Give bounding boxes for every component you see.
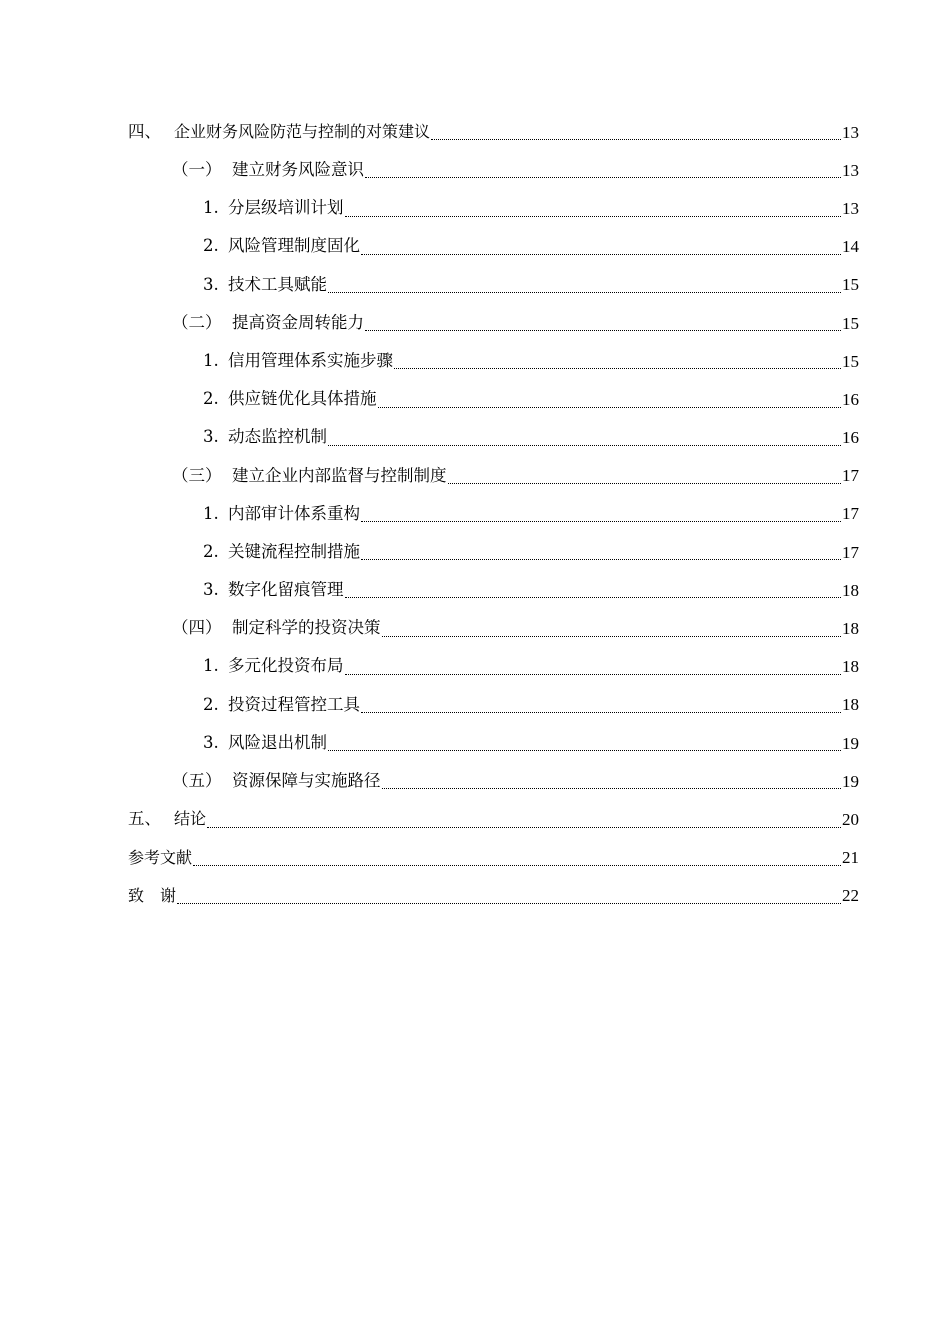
toc-page-number: 19 [842, 733, 859, 753]
toc-dot-leader [345, 216, 842, 217]
toc-entry-number: 3. [203, 580, 219, 600]
toc-dot-leader [345, 597, 842, 598]
toc-entry-title: 提高资金周转能力 [232, 312, 364, 332]
toc-entry-title: 风险管理制度固化 [228, 236, 360, 256]
toc-entry-number: 3. [203, 427, 219, 447]
toc-entry-number: 2. [203, 389, 219, 409]
toc-entry[interactable] [0, 304, 950, 342]
toc-entry[interactable] [0, 189, 950, 227]
toc-entry-title: 内部审计体系重构 [228, 503, 360, 523]
toc-page-number: 15 [842, 351, 859, 371]
toc-entry-number: （四） [172, 618, 222, 638]
toc-entry-number: 五、 [128, 809, 161, 829]
toc-entry[interactable] [0, 877, 950, 915]
toc-dot-leader [382, 636, 842, 637]
toc-page-number: 16 [842, 428, 859, 448]
toc-entry-title: 技术工具赋能 [228, 274, 327, 294]
toc-entry[interactable] [0, 839, 950, 877]
toc-dot-leader [361, 559, 841, 560]
toc-entry-number: 1. [203, 656, 219, 676]
toc-dot-leader [328, 292, 841, 293]
toc-entry-title: 分层级培训计划 [228, 198, 344, 218]
toc-entry-number: 1. [203, 503, 219, 523]
toc-page-number: 20 [842, 809, 859, 829]
toc-entry[interactable] [0, 686, 950, 724]
toc-page-number: 13 [842, 160, 859, 180]
toc-dot-leader [207, 827, 841, 828]
toc-entry[interactable] [0, 533, 950, 571]
toc-entry-title: 制定科学的投资决策 [232, 618, 381, 638]
toc-page-number: 15 [842, 275, 859, 295]
toc-page-number: 17 [842, 542, 859, 562]
toc-entry-number: （二） [172, 312, 222, 332]
toc-entry-title: 信用管理体系实施步骤 [228, 350, 393, 370]
toc-dot-leader [448, 483, 842, 484]
toc-entry-title: 关键流程控制措施 [228, 541, 360, 561]
toc-dot-leader [193, 865, 841, 866]
toc-page-number: 18 [842, 619, 859, 639]
toc-entry-title: 多元化投资布局 [228, 656, 344, 676]
toc-entry[interactable] [0, 762, 950, 800]
table-of-contents [0, 113, 950, 915]
toc-entry[interactable] [0, 151, 950, 189]
toc-entry-title: 资源保障与实施路径 [232, 771, 381, 791]
toc-entry[interactable] [0, 342, 950, 380]
toc-dot-leader [177, 903, 841, 904]
toc-entry-number: （五） [172, 771, 222, 791]
toc-page-number: 13 [842, 198, 859, 218]
toc-page-number: 17 [842, 504, 859, 524]
toc-entry-number: 2. [203, 541, 219, 561]
toc-entry-title: 企业财务风险防范与控制的对策建议 [174, 122, 431, 142]
toc-entry-title: 供应链优化具体措施 [228, 389, 377, 409]
toc-entry-number: （一） [172, 160, 222, 180]
toc-entry[interactable] [0, 800, 950, 838]
toc-dot-leader [378, 407, 842, 408]
toc-page-number: 22 [842, 886, 859, 906]
toc-entry-number: 1. [203, 350, 219, 370]
toc-entry-title: 数字化留痕管理 [228, 580, 344, 600]
toc-entry-title: 动态监控机制 [228, 427, 327, 447]
toc-dot-leader [328, 750, 841, 751]
toc-page-number: 18 [842, 580, 859, 600]
toc-entry-number: （三） [172, 465, 222, 485]
toc-entry-title: 参考文献 [128, 847, 193, 867]
toc-dot-leader [365, 177, 841, 178]
toc-page-number: 14 [842, 237, 859, 257]
toc-entry-number: 3. [203, 732, 219, 752]
toc-entry-title: 致 谢 [128, 885, 177, 905]
toc-dot-leader [431, 139, 841, 140]
toc-dot-leader [365, 330, 841, 331]
toc-entry-title: 结论 [174, 809, 207, 829]
toc-entry[interactable] [0, 648, 950, 686]
toc-dot-leader [345, 674, 842, 675]
toc-entry-title: 投资过程管控工具 [228, 694, 360, 714]
toc-entry[interactable] [0, 571, 950, 609]
toc-entry-number: 3. [203, 274, 219, 294]
toc-page-number: 17 [842, 466, 859, 486]
toc-dot-leader [361, 712, 841, 713]
toc-page-number: 19 [842, 771, 859, 791]
toc-entry[interactable] [0, 113, 950, 151]
toc-entry[interactable] [0, 495, 950, 533]
toc-entry[interactable] [0, 457, 950, 495]
toc-dot-leader [394, 368, 841, 369]
toc-page-number: 13 [842, 122, 859, 142]
toc-entry-number: 1. [203, 198, 219, 218]
toc-entry-title: 建立财务风险意识 [232, 160, 364, 180]
toc-entry[interactable] [0, 724, 950, 762]
toc-page-number: 15 [842, 313, 859, 333]
toc-dot-leader [328, 445, 841, 446]
toc-entry-title: 风险退出机制 [228, 732, 327, 752]
toc-entry[interactable] [0, 228, 950, 266]
toc-entry[interactable] [0, 266, 950, 304]
toc-dot-leader [382, 788, 842, 789]
toc-page-number: 21 [842, 848, 859, 868]
toc-entry-number: 2. [203, 694, 219, 714]
toc-entry-number: 2. [203, 236, 219, 256]
toc-entry[interactable] [0, 380, 950, 418]
toc-page-number: 18 [842, 695, 859, 715]
toc-entry[interactable] [0, 419, 950, 457]
toc-dot-leader [361, 521, 841, 522]
toc-page-number: 18 [842, 657, 859, 677]
toc-entry-number: 四、 [128, 121, 161, 141]
toc-entry[interactable] [0, 609, 950, 647]
toc-page-number: 16 [842, 389, 859, 409]
toc-dot-leader [361, 254, 841, 255]
toc-entry-title: 建立企业内部监督与控制制度 [232, 465, 447, 485]
